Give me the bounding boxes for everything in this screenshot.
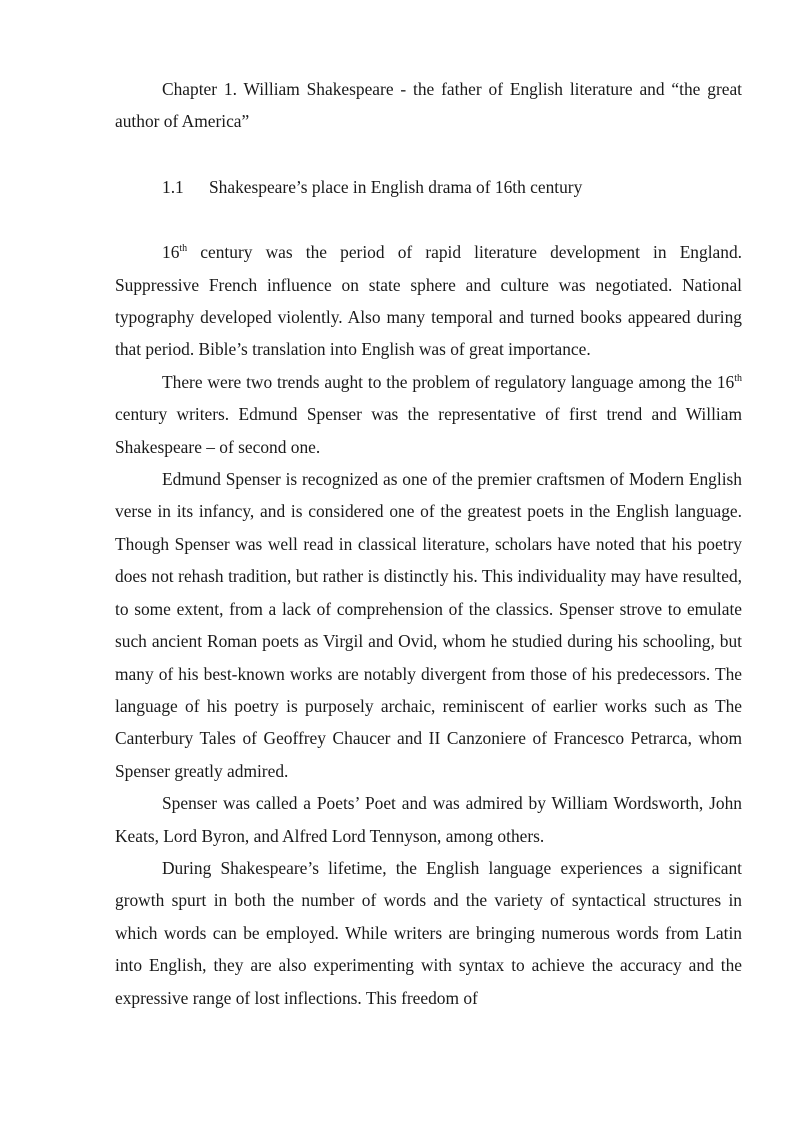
paragraph-1-superscript: th [179, 243, 188, 255]
section-heading [115, 171, 742, 203]
paragraph-5: During Shakespeare’s lifetime, the English language experiences a significant growth spurt in both the number of words and the variety of syntactical structures in which words can be employed. While writers are bringing numerous words from Latin into English, they are also experimenting with syntax to achieve the accuracy and the expressive range of lost inflections. This freedom of [115, 857, 742, 1008]
paragraph-2-text-before: There were two trends aught to the problem of regulatory language among the 16 [162, 371, 735, 392]
chapter-title: Chapter 1. William Shakespeare - the father of English literature and “the great author of America” [115, 79, 742, 132]
paragraph-4: Spenser was called a Poets’ Poet and was admired by William Wordsworth, John Keats, Lord Byron, and Alfred Lord Tennyson, among others. [115, 793, 742, 846]
paragraph-2-superscript: th [734, 373, 742, 385]
paragraph-1-lead: 16 [162, 242, 180, 263]
paragraph-1 [115, 236, 742, 366]
paragraph-3: Edmund Spenser is recognized as one of the premier craftsmen of Modern English verse in its infancy, and is considered one of the greatest poets in the English language. Though Spenser was well read in classical literature, scholars have noted that his poetry does not rehash tradition, but rather is distinctly his. This individuality may have resulted, to some extent, from a lack of comprehension of the classics. Spenser strove to emulate such ancient Roman poets as Virgil and Ovid, whom he studied during his schooling, but many of his best-known works are notably divergent from those of his predecessors. The language of his poetry is purposely archaic, reminiscent of earlier works such as The Canterbury Tales of Geoffrey Chaucer and II Canzoniere of Francesco Petrarca, whom Spenser greatly admired. [115, 469, 742, 781]
paragraph-1-text: century was the period of rapid literature development in England. Suppressive French influence on state sphere and culture was negotiated. National typography developed violently. Also many temporal and turned books appeared during that period. Bible’s translation into English was of great importance. [115, 242, 742, 360]
paragraph-2 [115, 366, 742, 463]
section-title: Shakespeare’s place in English drama of 16th century [209, 176, 583, 197]
paragraph-2-text-after: century writers. Edmund Spenser was the representative of first trend and William Shakespeare – of second one. [115, 404, 742, 457]
section-number: 1.1 [162, 176, 184, 197]
